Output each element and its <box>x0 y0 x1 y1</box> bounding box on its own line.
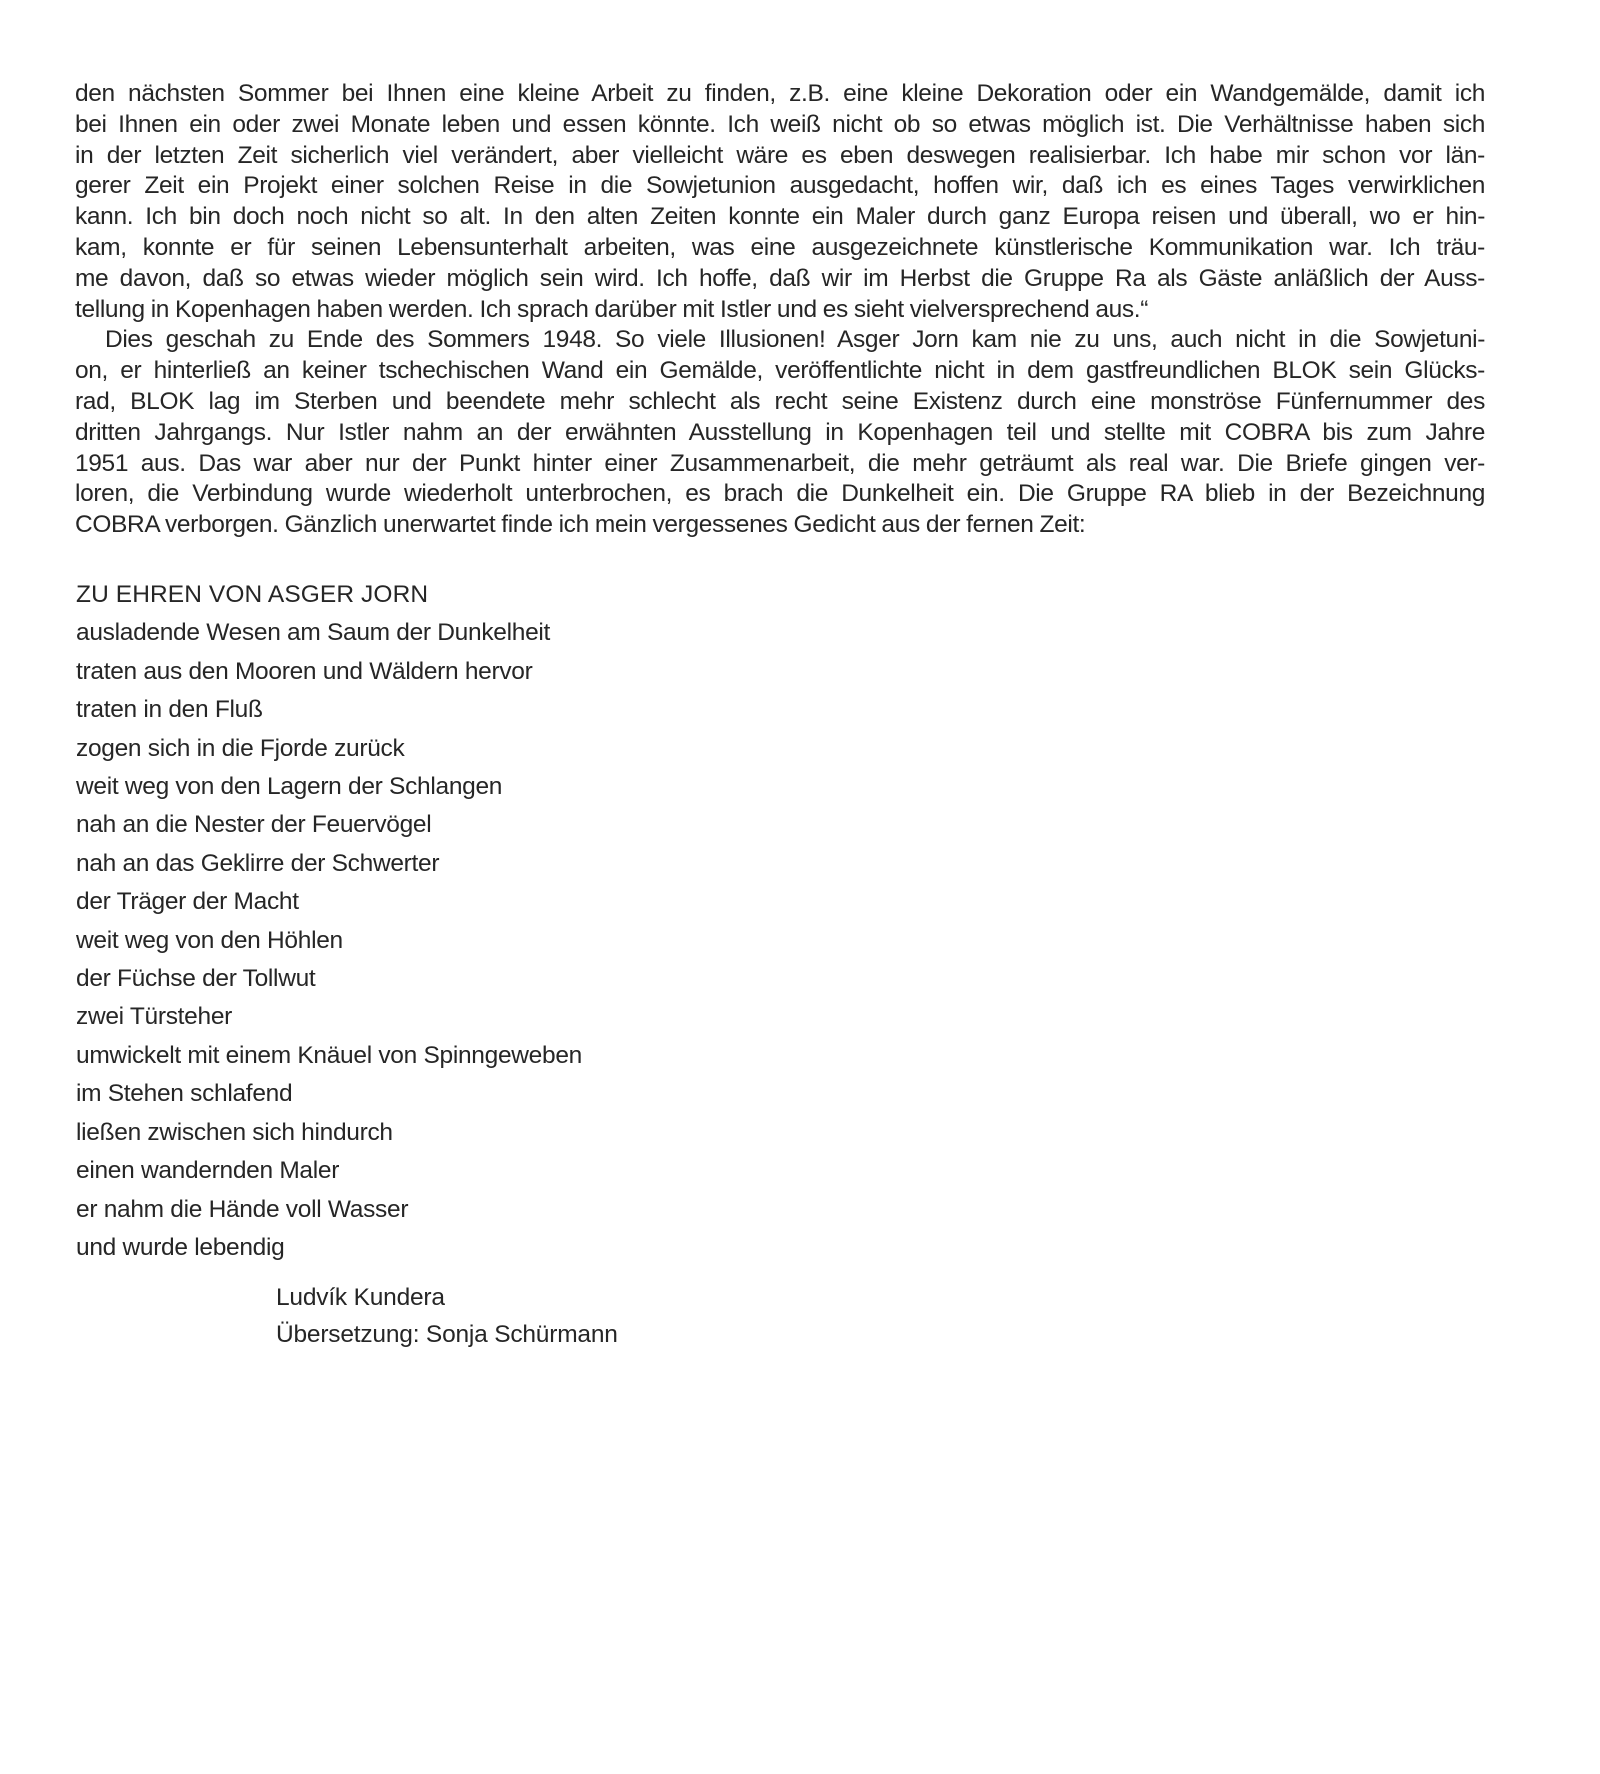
author-name: Ludvík Kundera <box>276 1284 445 1311</box>
poem <box>76 576 582 1267</box>
paragraph-narrative <box>75 325 1485 541</box>
poem-line: ausladende Wesen am Saum der Dunkelheit <box>76 619 551 647</box>
poem-line: er nahm die Hände voll Wasser <box>76 1195 409 1223</box>
text-line: COBRA verborgen. Gänzlich unerwartet finde ich mein vergessenes Gedicht aus der fernen Zeit: <box>75 511 1086 539</box>
text-line: in der letzten Zeit sicherlich viel verändert, aber vielleicht wäre es eben deswegen realisierbar. Ich habe mir schon vor län- <box>75 141 1485 169</box>
poem-line: nah an das Geklirre der Schwerter <box>76 849 440 877</box>
poem-line: zogen sich in die Fjorde zurück <box>76 734 405 762</box>
poem-line: der Füchse der Tollwut <box>76 965 316 993</box>
text-line: me davon, daß so etwas wieder möglich sein wird. Ich hoffe, daß wir im Herbst die Gruppe Ra als Gäste anläßlich der Auss- <box>75 264 1485 292</box>
text-line: gerer Zeit ein Projekt einer solchen Reise in die Sowjetunion ausgedacht, hoffen wir, daß ich es eines Tages verwirklichen <box>75 172 1485 200</box>
paragraph-letter-quote <box>75 79 1485 325</box>
poem-line: traten aus den Mooren und Wäldern hervor <box>76 657 533 685</box>
poem-line: traten in den Fluß <box>76 696 263 724</box>
poem-line: der Träger der Macht <box>76 888 299 916</box>
poem-credits <box>276 1279 618 1353</box>
poem-line: und wurde lebendig <box>76 1233 285 1261</box>
poem-line: weit weg von den Lagern der Schlangen <box>76 773 503 801</box>
poem-line: ließen zwischen sich hindurch <box>76 1118 393 1146</box>
text-line: dritten Jahrgangs. Nur Istler nahm an der erwähnten Ausstellung in Kopenhagen teil und stellte mit COBRA bis zum Jahre <box>75 418 1485 446</box>
text-line: 1951 aus. Das war aber nur der Punkt hinter einer Zusammenarbeit, die mehr geträumt als real war. Die Briefe gingen ver- <box>75 449 1485 477</box>
poem-line: im Stehen schlafend <box>76 1080 293 1108</box>
prose-text <box>75 79 1485 541</box>
text-line: den nächsten Sommer bei Ihnen eine kleine Arbeit zu finden, z.B. eine kleine Dekoration oder ein Wandgemälde, damit ich <box>75 80 1485 107</box>
poem-title: ZU EHREN VON ASGER JORN <box>76 581 429 608</box>
text-line: kam, konnte er für seinen Lebensunterhalt arbeiten, was eine ausgezeichnete künstlerische Kommunikation war. Ich träu- <box>75 233 1485 261</box>
poem-line: umwickelt mit einem Knäuel von Spinngeweben <box>76 1041 582 1069</box>
translator-credit: Übersetzung: Sonja Schürmann <box>276 1321 618 1348</box>
text-line: bei Ihnen ein oder zwei Monate leben und essen könnte. Ich weiß nicht ob so etwas möglich ist. Die Verhältnisse haben sich <box>75 110 1485 138</box>
text-line: loren, die Verbindung wurde wiederholt unterbrochen, es brach die Dunkelheit ein. Die Gruppe RA blieb in der Bezeichnung <box>75 480 1485 508</box>
text-line: Dies geschah zu Ende des Sommers 1948. So viele Illusionen! Asger Jorn kam nie zu uns, auch nicht in die Sowjetuni- <box>105 326 1485 354</box>
poem-line: weit weg von den Höhlen <box>76 926 343 954</box>
text-line: rad, BLOK lag im Sterben und beendete mehr schlecht als recht seine Existenz durch eine monströse Fünfernummer des <box>75 387 1485 415</box>
poem-line: nah an die Nester der Feuervögel <box>76 811 432 839</box>
text-line: kann. Ich bin doch noch nicht so alt. In den alten Zeiten konnte ein Maler durch ganz Europa reisen und überall, wo er hin- <box>75 203 1485 231</box>
text-line: on, er hinterließ an keiner tschechischen Wand ein Gemälde, veröffentlichte nicht in dem gastfreundlichen BLOK sein Glücks- <box>75 357 1485 385</box>
text-line: tellung in Kopenhagen haben werden. Ich sprach darüber mit Istler und es sieht vielversprechend aus.“ <box>75 295 1149 323</box>
poem-line: einen wandernden Maler <box>76 1157 340 1185</box>
poem-line: zwei Türsteher <box>76 1003 233 1031</box>
